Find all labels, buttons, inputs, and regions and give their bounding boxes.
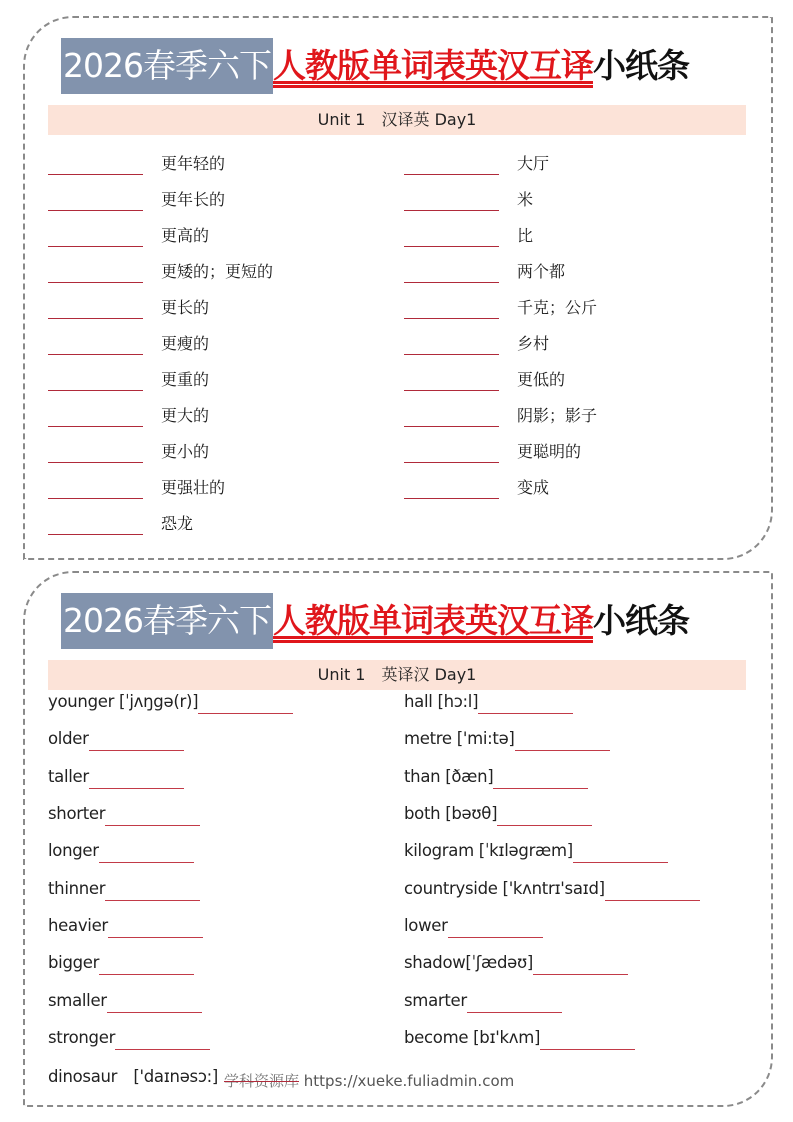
answer-blank[interactable] [48, 154, 143, 175]
list-item: 变成 [404, 468, 597, 504]
answer-blank[interactable] [404, 154, 499, 175]
card-title [61, 593, 689, 649]
list-item: stronger [48, 1019, 293, 1056]
list-item: 更小的 [48, 432, 273, 468]
answer-blank[interactable] [48, 190, 143, 211]
list-item: dinosaur ['daɪnəsɔ:] [48, 1066, 219, 1086]
right-column [404, 683, 700, 1056]
answer-blank[interactable] [108, 917, 203, 938]
list-item: 更低的 [404, 360, 597, 396]
answer-blank[interactable] [540, 1029, 635, 1050]
answer-blank[interactable] [404, 478, 499, 499]
answer-blank[interactable] [533, 954, 628, 975]
answer-blank[interactable] [198, 693, 293, 714]
answer-blank[interactable] [105, 805, 200, 826]
list-item: 更年长的 [48, 180, 273, 216]
watermark-site-name: 学科资源库 [224, 1072, 300, 1090]
answer-blank[interactable] [478, 693, 573, 714]
answer-blank[interactable] [89, 730, 184, 751]
answer-blank[interactable] [48, 514, 143, 535]
answer-blank[interactable] [48, 442, 143, 463]
list-item: 更重的 [48, 360, 273, 396]
answer-blank[interactable] [105, 880, 200, 901]
list-item: 更大的 [48, 396, 273, 432]
list-item: 更强壮的 [48, 468, 273, 504]
list-item: 更高的 [48, 216, 273, 252]
list-item: 更年轻的 [48, 144, 273, 180]
list-item: smaller [48, 981, 293, 1018]
answer-blank[interactable] [48, 298, 143, 319]
right-column [404, 144, 597, 504]
list-item: older [48, 720, 293, 757]
list-item: 两个都 [404, 252, 597, 288]
answer-blank[interactable] [48, 406, 143, 427]
answer-blank[interactable] [404, 262, 499, 283]
title-year-term: 2026春季六下 [61, 593, 273, 649]
answer-blank[interactable] [404, 226, 499, 247]
answer-blank[interactable] [404, 370, 499, 391]
left-column [48, 144, 273, 540]
list-item: 比 [404, 216, 597, 252]
card-title [61, 38, 689, 94]
left-column [48, 683, 293, 1093]
title-suffix: 小纸条 [592, 601, 689, 640]
answer-blank[interactable] [48, 262, 143, 283]
list-item: shorter [48, 795, 293, 832]
answer-blank[interactable] [48, 226, 143, 247]
answer-blank[interactable] [99, 954, 194, 975]
list-item: than [ðæn] [404, 758, 700, 795]
watermark-url: https://xueke.fuliadmin.com [299, 1072, 515, 1090]
list-item: 更矮的；更短的 [48, 252, 273, 288]
list-item: longer [48, 832, 293, 869]
answer-blank[interactable] [99, 842, 194, 863]
list-item: metre ['mi:tə] [404, 720, 700, 757]
list-item: hall [hɔ:l] [404, 683, 700, 720]
answer-blank[interactable] [115, 1029, 210, 1050]
list-item: 更聪明的 [404, 432, 597, 468]
list-item: 更长的 [48, 288, 273, 324]
answer-blank[interactable] [48, 370, 143, 391]
list-item: 阴影；影子 [404, 396, 597, 432]
watermark [224, 1070, 514, 1091]
answer-blank[interactable] [48, 478, 143, 499]
answer-blank[interactable] [404, 190, 499, 211]
list-item: taller [48, 758, 293, 795]
title-year-term: 2026春季六下 [61, 38, 273, 94]
answer-blank[interactable] [404, 406, 499, 427]
list-item: lower [404, 907, 700, 944]
list-item: 米 [404, 180, 597, 216]
answer-blank[interactable] [605, 880, 700, 901]
answer-blank[interactable] [404, 298, 499, 319]
list-item: both [bəʊθ] [404, 795, 700, 832]
list-item: 更瘦的 [48, 324, 273, 360]
vocab-card-cn-to-en [23, 16, 773, 560]
vocab-card-en-to-cn [23, 571, 773, 1107]
title-edition: 人教版单词表英汉互译 [272, 601, 593, 640]
list-item: bigger [48, 944, 293, 981]
list-item: 千克；公斤 [404, 288, 597, 324]
answer-blank[interactable] [497, 805, 592, 826]
list-item: thinner [48, 869, 293, 906]
title-edition: 人教版单词表英汉互译 [272, 46, 593, 85]
answer-blank[interactable] [448, 917, 543, 938]
list-item: 恐龙 [48, 504, 273, 540]
answer-blank[interactable] [467, 992, 562, 1013]
list-item: countryside ['kʌntrɪ'saɪd] [404, 869, 700, 906]
answer-blank[interactable] [573, 842, 668, 863]
list-item: 乡村 [404, 324, 597, 360]
answer-blank[interactable] [404, 442, 499, 463]
list-item: kilogram [ˈkɪləgræm] [404, 832, 700, 869]
list-item: become [bɪ'kʌm] [404, 1019, 700, 1056]
answer-blank[interactable] [107, 992, 202, 1013]
list-item: smarter [404, 981, 700, 1018]
answer-blank[interactable] [404, 334, 499, 355]
unit-header: Unit 1 汉译英 Day1 [48, 105, 746, 135]
answer-blank[interactable] [48, 334, 143, 355]
list-item: shadow[ˈʃædəʊ] [404, 944, 700, 981]
list-item: 大厅 [404, 144, 597, 180]
title-suffix: 小纸条 [592, 46, 689, 85]
unit-header: Unit 1 英译汉 Day1 [48, 660, 746, 690]
answer-blank[interactable] [493, 768, 588, 789]
answer-blank[interactable] [515, 730, 610, 751]
list-item: younger [ˈjʌŋgə(r)] [48, 683, 293, 720]
list-item: heavier [48, 907, 293, 944]
answer-blank[interactable] [89, 768, 184, 789]
